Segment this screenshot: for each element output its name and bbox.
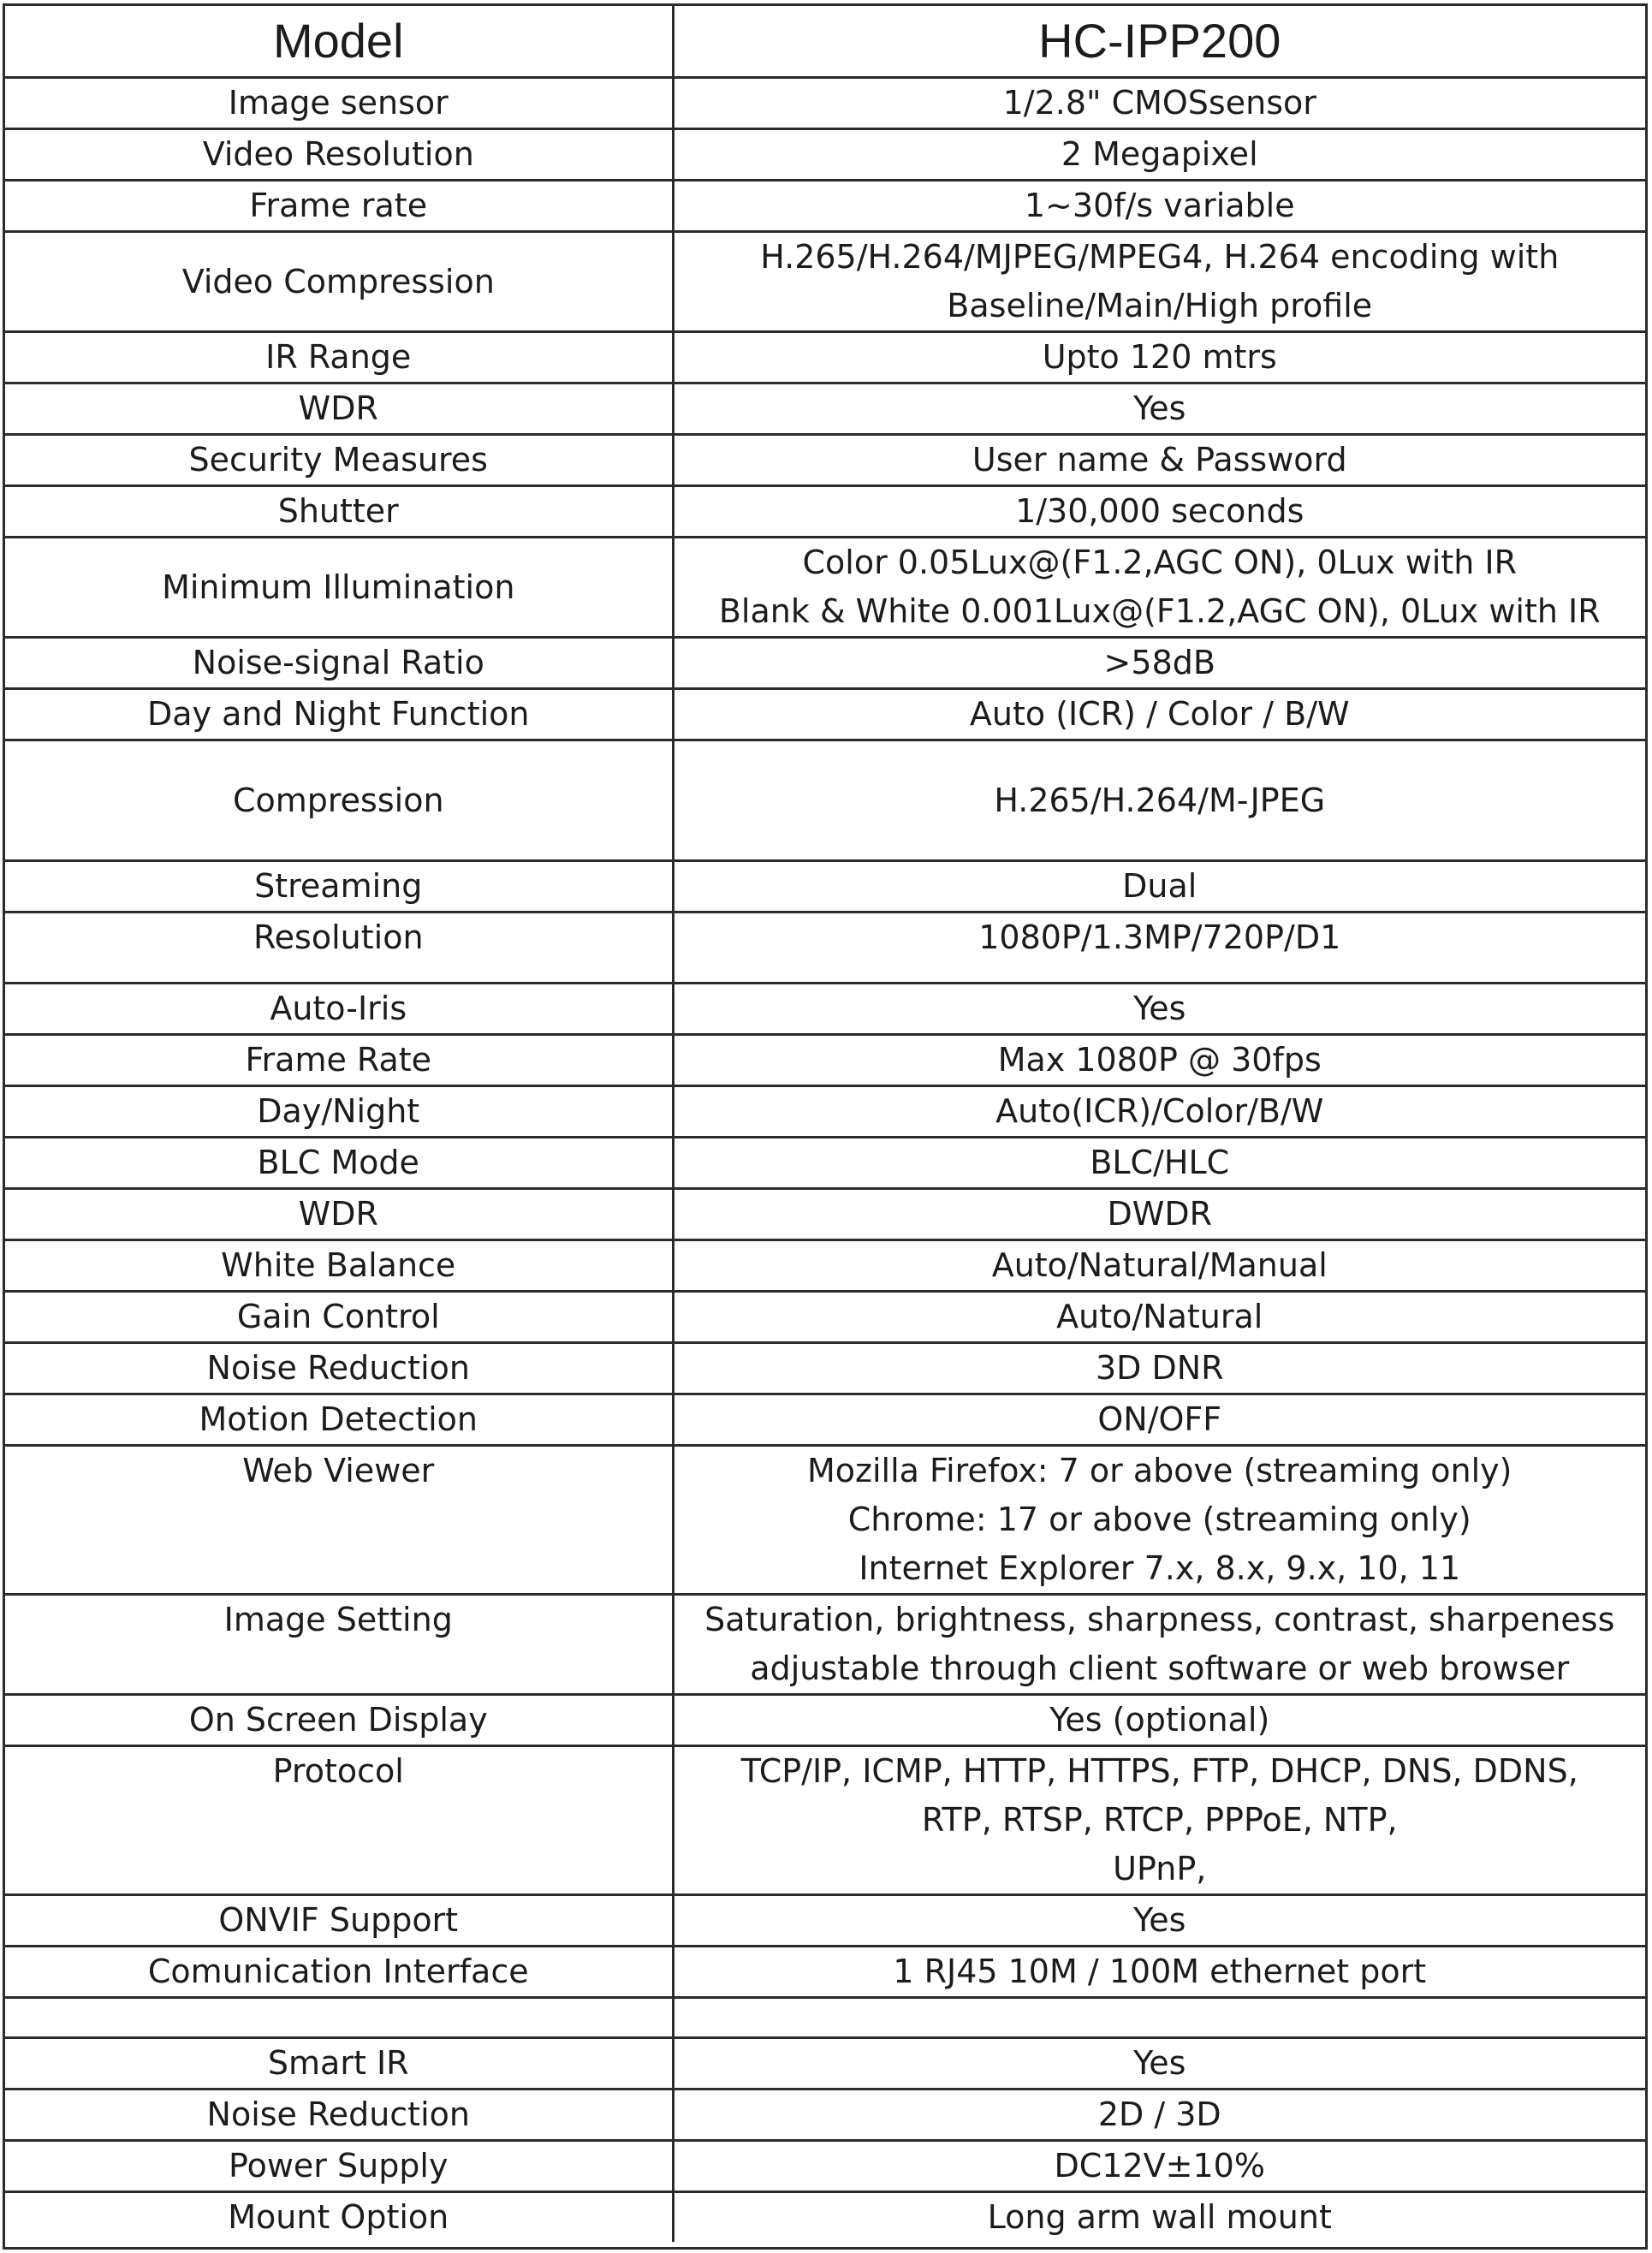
spec-value [673, 689, 1645, 740]
spec-value [673, 129, 1645, 181]
spec-label: Noise Reduction [5, 1343, 673, 1394]
spec-row [5, 129, 1645, 181]
spec-row [5, 2038, 1645, 2090]
spec-value-line: User name & Password [972, 441, 1347, 479]
spec-row [5, 689, 1645, 740]
spec-label: Shutter [5, 486, 673, 538]
spec-value [673, 1947, 1645, 1998]
spec-value [673, 1595, 1645, 1695]
spec-label: Smart IR [5, 2038, 673, 2090]
spec-value-line: Baseline/Main/High profile [947, 287, 1373, 324]
spec-table [5, 6, 1645, 2242]
spec-value [673, 1343, 1645, 1394]
spec-row [5, 1998, 1645, 2038]
spec-value-line: H.265/H.264/M-JPEG [994, 781, 1326, 819]
spec-value-line: 1 RJ45 10M / 100M ethernet port [893, 1953, 1427, 1990]
spec-value-line: 1/30,000 seconds [1015, 492, 1304, 530]
spec-value [673, 1998, 1645, 2038]
spec-label: On Screen Display [5, 1695, 673, 1746]
spec-row [5, 1895, 1645, 1947]
spec-label: Image sensor [5, 78, 673, 129]
spec-label: Frame rate [5, 181, 673, 232]
spec-value [673, 912, 1645, 984]
spec-label: Protocol [5, 1746, 673, 1895]
spec-row [5, 1595, 1645, 1695]
spec-value-line: RTP, RTSP, RTCP, PPPoE, NTP, [921, 1801, 1398, 1839]
spec-label [5, 1998, 673, 2038]
spec-value-line: UPnP, [1113, 1850, 1207, 1887]
spec-value [673, 1895, 1645, 1947]
spec-value-line: Blank & White 0.001Lux@(F1.2,AGC ON), 0Lux with IR [718, 592, 1601, 630]
spec-row [5, 181, 1645, 232]
spec-row [5, 740, 1645, 861]
spec-value [673, 486, 1645, 538]
spec-value-line: ON/OFF [1097, 1400, 1222, 1438]
spec-row [5, 538, 1645, 638]
spec-row [5, 2141, 1645, 2192]
spec-row [5, 861, 1645, 912]
spec-label: ONVIF Support [5, 1895, 673, 1947]
spec-label: Noise-signal Ratio [5, 638, 673, 689]
spec-row [5, 1240, 1645, 1292]
spec-row [5, 1746, 1645, 1895]
spec-value [673, 861, 1645, 912]
spec-value-line: 2 Megapixel [1061, 135, 1258, 173]
spec-value-line: >58dB [1103, 644, 1215, 681]
spec-label: Compression [5, 740, 673, 861]
spec-label: Video Resolution [5, 129, 673, 181]
spec-row [5, 912, 1645, 984]
spec-value [673, 1189, 1645, 1240]
spec-value-line: Saturation, brightness, sharpness, contrast, sharpeness [704, 1601, 1615, 1638]
spec-value [673, 1292, 1645, 1343]
header-label: Model [5, 6, 673, 78]
spec-row [5, 1189, 1645, 1240]
spec-row [5, 1035, 1645, 1086]
spec-label: BLC Mode [5, 1138, 673, 1189]
spec-value [673, 435, 1645, 486]
spec-value-line: Color 0.05Lux@(F1.2,AGC ON), 0Lux with IR [802, 544, 1517, 581]
spec-label: Motion Detection [5, 1394, 673, 1446]
spec-value [673, 1035, 1645, 1086]
spec-value [673, 1746, 1645, 1895]
spec-value-line: adjustable through client software or web browser [750, 1650, 1570, 1687]
spec-label: WDR [5, 383, 673, 435]
spec-row [5, 232, 1645, 332]
spec-value [673, 2192, 1645, 2243]
spec-value-line: 1/2.8" CMOSsensor [1002, 84, 1316, 122]
spec-row [5, 486, 1645, 538]
spec-value-line: Auto (ICR) / Color / B/W [969, 695, 1350, 733]
spec-label: Security Measures [5, 435, 673, 486]
spec-label: Day/Night [5, 1086, 673, 1138]
spec-label: Noise Reduction [5, 2090, 673, 2141]
spec-value-line: Yes [1133, 990, 1186, 1027]
spec-sheet [3, 3, 1648, 2250]
spec-row [5, 1947, 1645, 1998]
spec-row [5, 383, 1645, 435]
spec-value-line: BLC/HLC [1090, 1144, 1230, 1181]
spec-row [5, 984, 1645, 1035]
spec-value [673, 332, 1645, 383]
spec-value-line: Yes [1133, 2044, 1186, 2082]
spec-label: Frame Rate [5, 1035, 673, 1086]
spec-value [673, 383, 1645, 435]
spec-label: Gain Control [5, 1292, 673, 1343]
spec-value [673, 1240, 1645, 1292]
spec-value-line: DC12V±10% [1054, 2147, 1265, 2185]
spec-value-line: H.265/H.264/MJPEG/MPEG4, H.264 encoding with [760, 238, 1560, 276]
spec-label: Resolution [5, 912, 673, 984]
spec-value [673, 1695, 1645, 1746]
spec-value [673, 2141, 1645, 2192]
spec-value-line: Chrome: 17 or above (streaming only) [847, 1501, 1471, 1538]
spec-row [5, 78, 1645, 129]
spec-value-line: Upto 120 mtrs [1042, 338, 1277, 376]
spec-value-line: Auto/Natural [1056, 1298, 1263, 1335]
spec-label: Mount Option [5, 2192, 673, 2243]
spec-value-line: Yes [1133, 1901, 1186, 1939]
spec-value [673, 2038, 1645, 2090]
spec-value-line: Internet Explorer 7.x, 8.x, 9.x, 10, 11 [859, 1549, 1461, 1587]
spec-row [5, 1343, 1645, 1394]
spec-value [673, 638, 1645, 689]
spec-value-line: Max 1080P @ 30fps [997, 1041, 1322, 1079]
spec-label: Auto-Iris [5, 984, 673, 1035]
spec-row [5, 2192, 1645, 2243]
spec-value [673, 1394, 1645, 1446]
spec-value [673, 232, 1645, 332]
spec-label: IR Range [5, 332, 673, 383]
spec-label: Day and Night Function [5, 689, 673, 740]
spec-value-line: Auto/Natural/Manual [991, 1246, 1328, 1284]
spec-row [5, 1138, 1645, 1189]
spec-value-line: Dual [1122, 867, 1197, 905]
spec-label: White Balance [5, 1240, 673, 1292]
spec-label: Web Viewer [5, 1446, 673, 1595]
spec-value [673, 740, 1645, 861]
spec-label: Image Setting [5, 1595, 673, 1695]
spec-label: Power Supply [5, 2141, 673, 2192]
spec-value-line: 1~30f/s variable [1024, 187, 1295, 224]
spec-row [5, 435, 1645, 486]
spec-value [673, 984, 1645, 1035]
spec-value-line: TCP/IP, ICMP, HTTP, HTTPS, FTP, DHCP, DNS, DDNS, [740, 1752, 1578, 1790]
spec-value-line: Yes (optional) [1049, 1701, 1270, 1739]
spec-row [5, 2090, 1645, 2141]
spec-label: Minimum Illumination [5, 538, 673, 638]
spec-value-line: Yes [1133, 389, 1186, 427]
spec-label: WDR [5, 1189, 673, 1240]
spec-value [673, 1086, 1645, 1138]
spec-value-line: Long arm wall mount [987, 2198, 1332, 2236]
header-model: HC-IPP200 [673, 6, 1645, 78]
spec-row [5, 1292, 1645, 1343]
spec-value [673, 78, 1645, 129]
spec-value-line: Auto(ICR)/Color/B/W [995, 1092, 1324, 1130]
spec-value [673, 1446, 1645, 1595]
spec-row [5, 1446, 1645, 1595]
spec-value-line: Mozilla Firefox: 7 or above (streaming only) [806, 1452, 1512, 1489]
spec-label: Video Compression [5, 232, 673, 332]
spec-row [5, 332, 1645, 383]
spec-value [673, 538, 1645, 638]
spec-row [5, 1394, 1645, 1446]
spec-value [673, 1138, 1645, 1189]
header-row [5, 6, 1645, 78]
spec-value-line: DWDR [1107, 1195, 1212, 1233]
spec-label: Comunication Interface [5, 1947, 673, 1998]
spec-value [673, 2090, 1645, 2141]
spec-row [5, 1695, 1645, 1746]
spec-row [5, 638, 1645, 689]
spec-value [673, 181, 1645, 232]
spec-value-line: 1080P/1.3MP/720P/D1 [978, 918, 1341, 956]
spec-value-line: 2D / 3D [1097, 2095, 1221, 2133]
spec-label: Streaming [5, 861, 673, 912]
spec-value-line: 3D DNR [1095, 1349, 1224, 1387]
spec-row [5, 1086, 1645, 1138]
